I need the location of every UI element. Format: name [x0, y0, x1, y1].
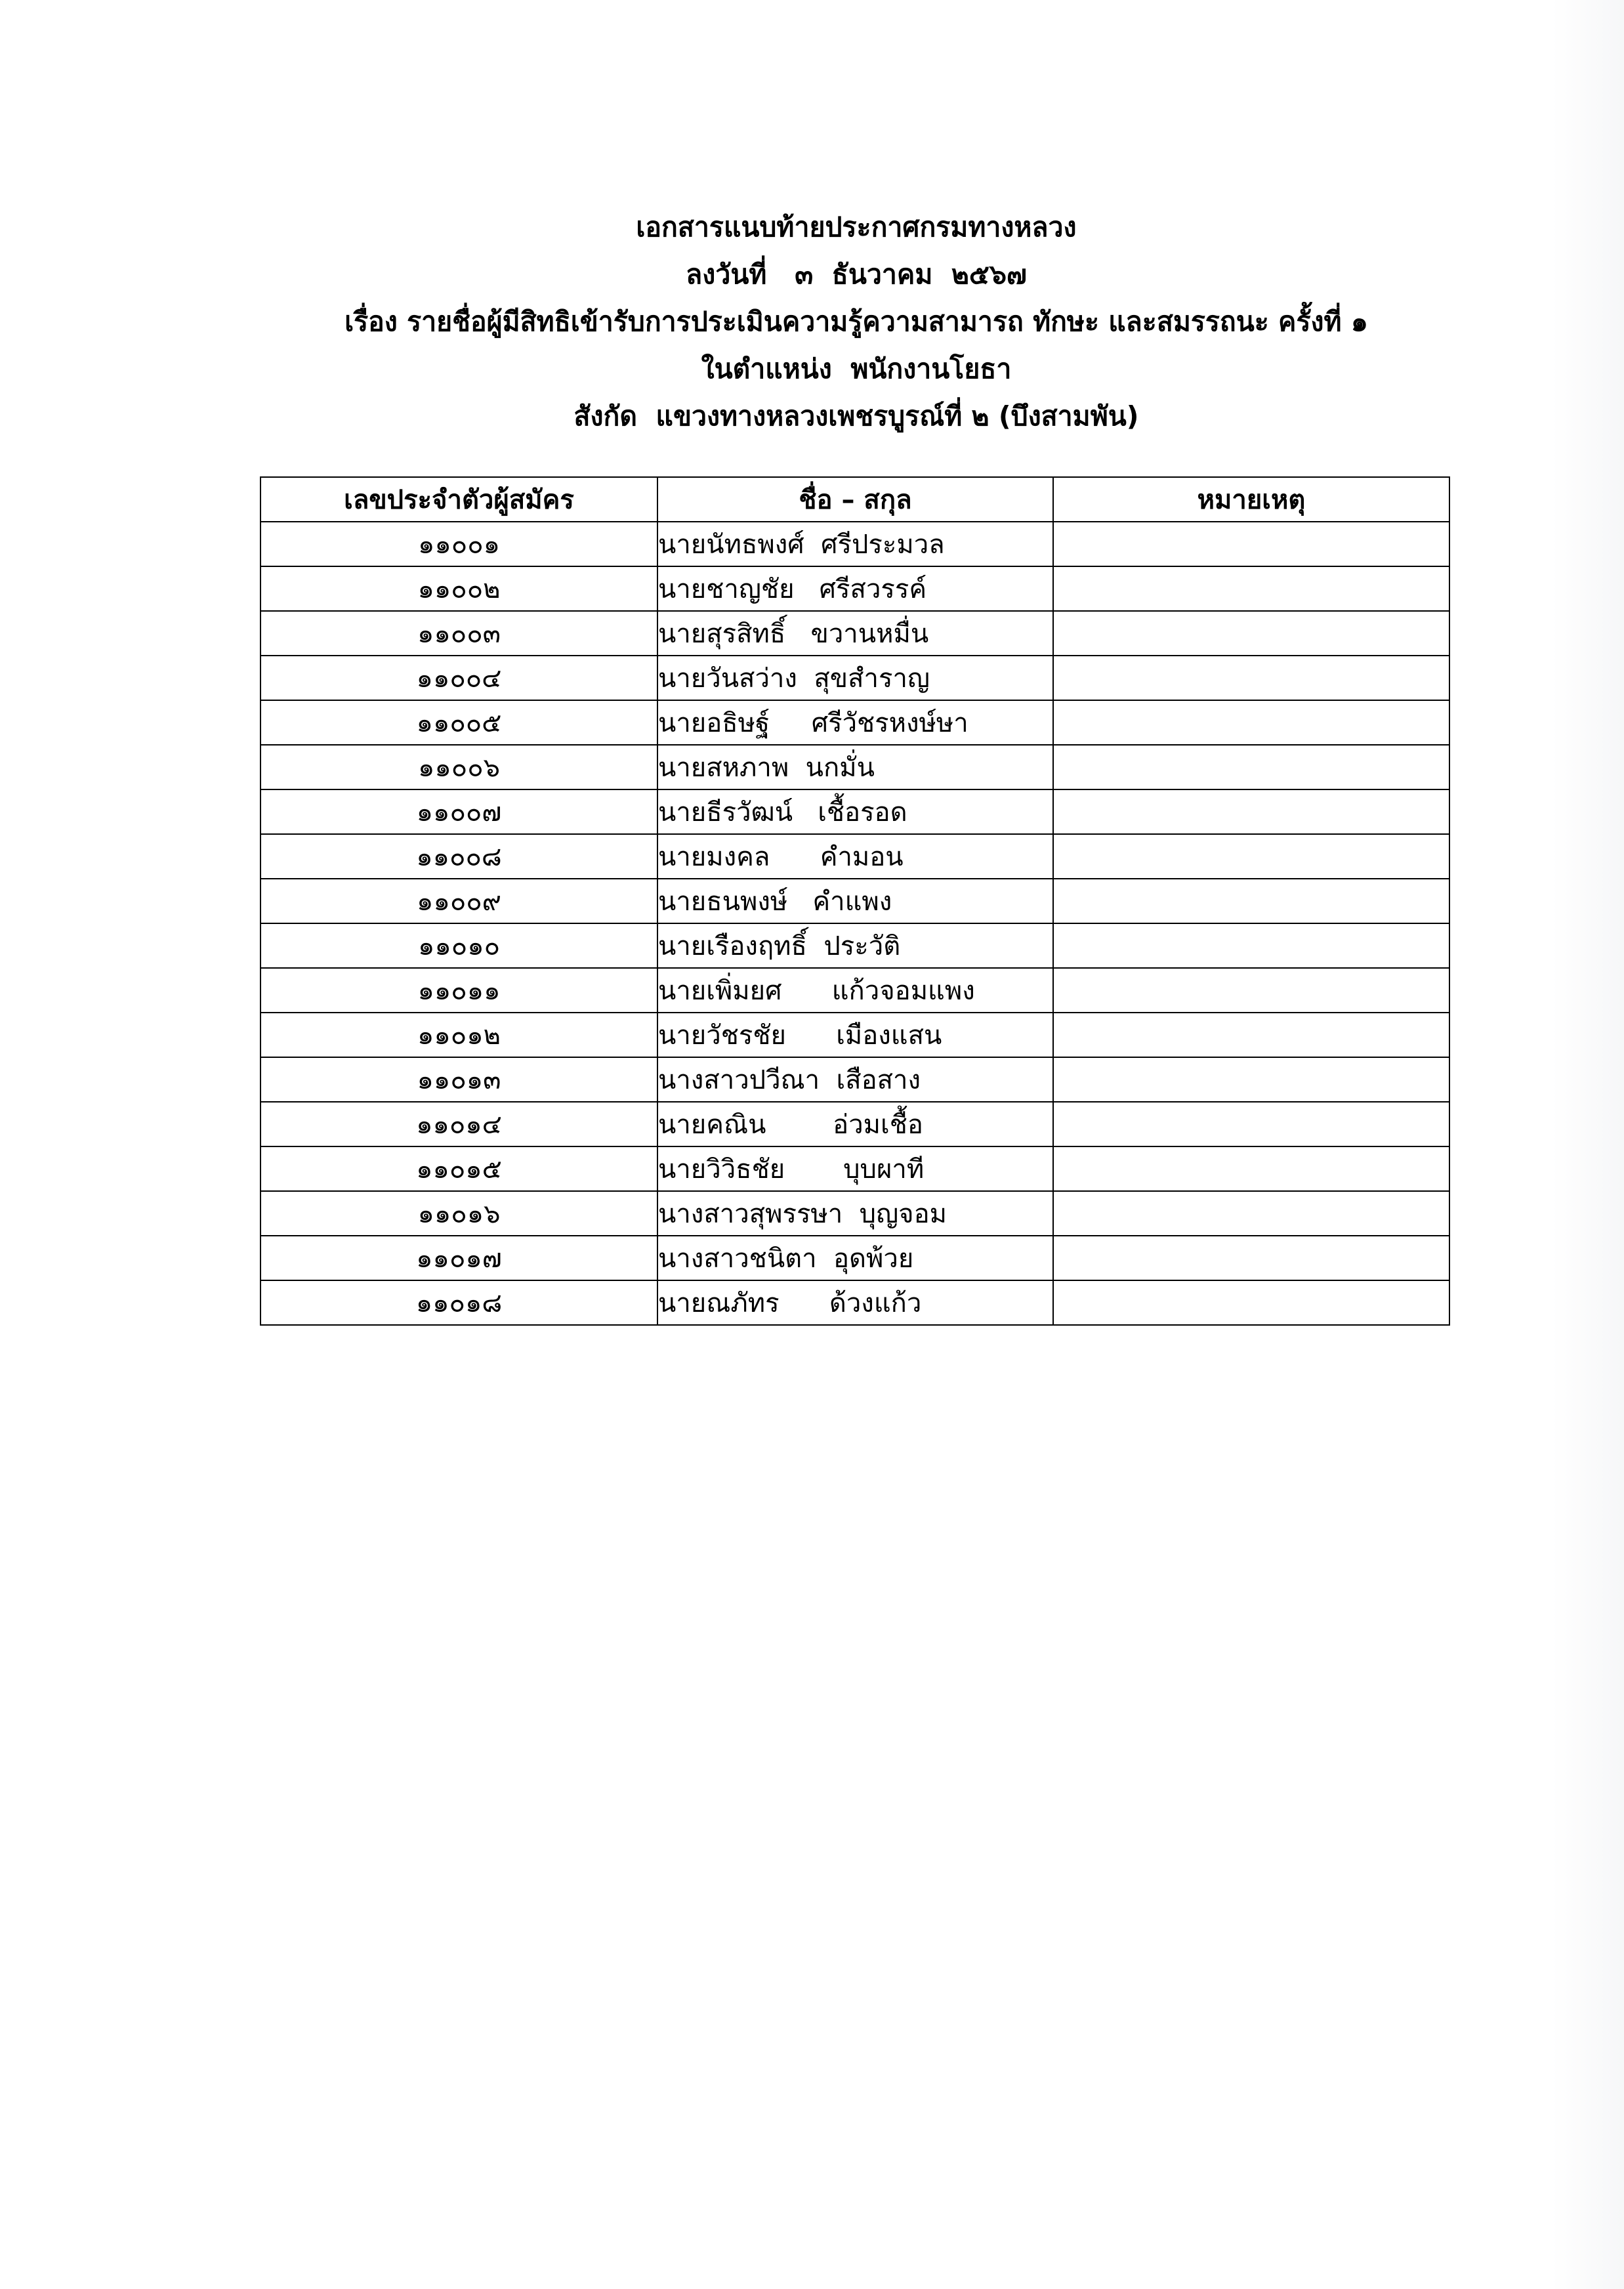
- table-row: [260, 700, 1449, 745]
- table-row: [260, 566, 1449, 611]
- applicant-id-cell: ๑๑๐๐๙: [260, 879, 657, 923]
- column-header-remark: หมายเหตุ: [1053, 477, 1449, 522]
- remark-cell: [1053, 1236, 1449, 1280]
- applicant-id-cell: ๑๑๐๐๒: [260, 566, 657, 611]
- remark-cell: [1053, 923, 1449, 968]
- full-name-cell: นางสาวสุพรรษา บุญจอม: [657, 1191, 1053, 1236]
- table-row: [260, 1191, 1449, 1236]
- applicant-id-cell: ๑๑๐๐๗: [260, 789, 657, 834]
- applicant-id-cell: ๑๑๐๐๕: [260, 700, 657, 745]
- table-row: [260, 522, 1449, 566]
- remark-cell: [1053, 879, 1449, 923]
- remark-cell: [1053, 1057, 1449, 1102]
- full-name-cell: นายวิวิธชัย บุบผาที: [657, 1146, 1053, 1191]
- remark-cell: [1053, 1102, 1449, 1146]
- full-name-cell: นายคณิน อ่วมเชื้อ: [657, 1102, 1053, 1146]
- document-header: [0, 203, 1624, 440]
- applicant-table: [260, 476, 1450, 1326]
- table-row: [260, 789, 1449, 834]
- table-row: [260, 1102, 1449, 1146]
- table-row: [260, 1280, 1449, 1325]
- header-subject: เรื่อง รายชื่อผู้มีสิทธิเข้ารับการประเมินความรู้ความสามารถ ทักษะ และสมรรถนะ ครั้งที่ ๑: [344, 306, 1368, 337]
- remark-cell: [1053, 1146, 1449, 1191]
- full-name-cell: นายณภัทร ด้วงแก้ว: [657, 1280, 1053, 1325]
- table-row: [260, 611, 1449, 656]
- full-name-cell: นายสุรสิทธิ์ ขวานหมื่น: [657, 611, 1053, 656]
- header-affiliation: สังกัด แขวงทางหลวงเพชรบูรณ์ที่ ๒ (บึงสามพัน): [573, 400, 1139, 432]
- full-name-cell: นางสาวปวีณา เสือสาง: [657, 1057, 1053, 1102]
- table-row: [260, 1013, 1449, 1057]
- header-position: ในตำแหน่ง พนักงานโยธา: [701, 353, 1012, 385]
- remark-cell: [1053, 1191, 1449, 1236]
- full-name-cell: นายอธิษฐ์ ศรีวัชรหงษ์ษา: [657, 700, 1053, 745]
- full-name-cell: นายวัชรชัย เมืองแสน: [657, 1013, 1053, 1057]
- table-row: [260, 834, 1449, 879]
- full-name-cell: นายธนพงษ์ คำแพง: [657, 879, 1053, 923]
- table-row: [260, 968, 1449, 1013]
- remark-cell: [1053, 700, 1449, 745]
- applicant-id-cell: ๑๑๐๐๓: [260, 611, 657, 656]
- remark-cell: [1053, 611, 1449, 656]
- full-name-cell: นายสหภาพ นกมั่น: [657, 745, 1053, 789]
- full-name-cell: นายวันสว่าง สุขสำราญ: [657, 656, 1053, 700]
- remark-cell: [1053, 1013, 1449, 1057]
- table-header-row: [260, 477, 1449, 522]
- remark-cell: [1053, 968, 1449, 1013]
- full-name-cell: นายเรืองฤทธิ์ ประวัติ: [657, 923, 1053, 968]
- header-date: ลงวันที่ ๓ ธันวาคม ๒๕๖๗: [686, 259, 1027, 290]
- remark-cell: [1053, 745, 1449, 789]
- applicant-id-cell: ๑๑๐๐๔: [260, 656, 657, 700]
- applicant-id-cell: ๑๑๐๑๗: [260, 1236, 657, 1280]
- full-name-cell: นายธีรวัฒน์ เชื้อรอด: [657, 789, 1053, 834]
- column-header-full-name: ชื่อ – สกุล: [657, 477, 1053, 522]
- remark-cell: [1053, 522, 1449, 566]
- applicant-id-cell: ๑๑๐๑๑: [260, 968, 657, 1013]
- remark-cell: [1053, 566, 1449, 611]
- remark-cell: [1053, 834, 1449, 879]
- applicant-id-cell: ๑๑๐๑๒: [260, 1013, 657, 1057]
- applicant-id-cell: ๑๑๐๑๐: [260, 923, 657, 968]
- header-attachment-title: เอกสารแนบท้ายประกาศกรมทางหลวง: [636, 211, 1077, 243]
- remark-cell: [1053, 789, 1449, 834]
- applicant-id-cell: ๑๑๐๑๘: [260, 1280, 657, 1325]
- table-row: [260, 923, 1449, 968]
- table-row: [260, 879, 1449, 923]
- full-name-cell: นายเพิ่มยศ แก้วจอมแพง: [657, 968, 1053, 1013]
- applicant-id-cell: ๑๑๐๑๕: [260, 1146, 657, 1191]
- applicant-id-cell: ๑๑๐๐๑: [260, 522, 657, 566]
- applicant-id-cell: ๑๑๐๑๖: [260, 1191, 657, 1236]
- column-header-applicant-id: เลขประจำตัวผู้สมัคร: [260, 477, 657, 522]
- full-name-cell: นายมงคล คำมอน: [657, 834, 1053, 879]
- table-row: [260, 656, 1449, 700]
- table-row: [260, 745, 1449, 789]
- table-row: [260, 1146, 1449, 1191]
- applicant-id-cell: ๑๑๐๑๓: [260, 1057, 657, 1102]
- table-row: [260, 1057, 1449, 1102]
- applicant-id-cell: ๑๑๐๑๔: [260, 1102, 657, 1146]
- remark-cell: [1053, 1280, 1449, 1325]
- remark-cell: [1053, 656, 1449, 700]
- full-name-cell: นายชาญชัย ศรีสวรรค์: [657, 566, 1053, 611]
- table-row: [260, 1236, 1449, 1280]
- applicant-id-cell: ๑๑๐๐๖: [260, 745, 657, 789]
- applicant-id-cell: ๑๑๐๐๘: [260, 834, 657, 879]
- full-name-cell: นางสาวชนิตา อุดพ้วย: [657, 1236, 1053, 1280]
- full-name-cell: นายนัทธพงศ์ ศรีประมวล: [657, 522, 1053, 566]
